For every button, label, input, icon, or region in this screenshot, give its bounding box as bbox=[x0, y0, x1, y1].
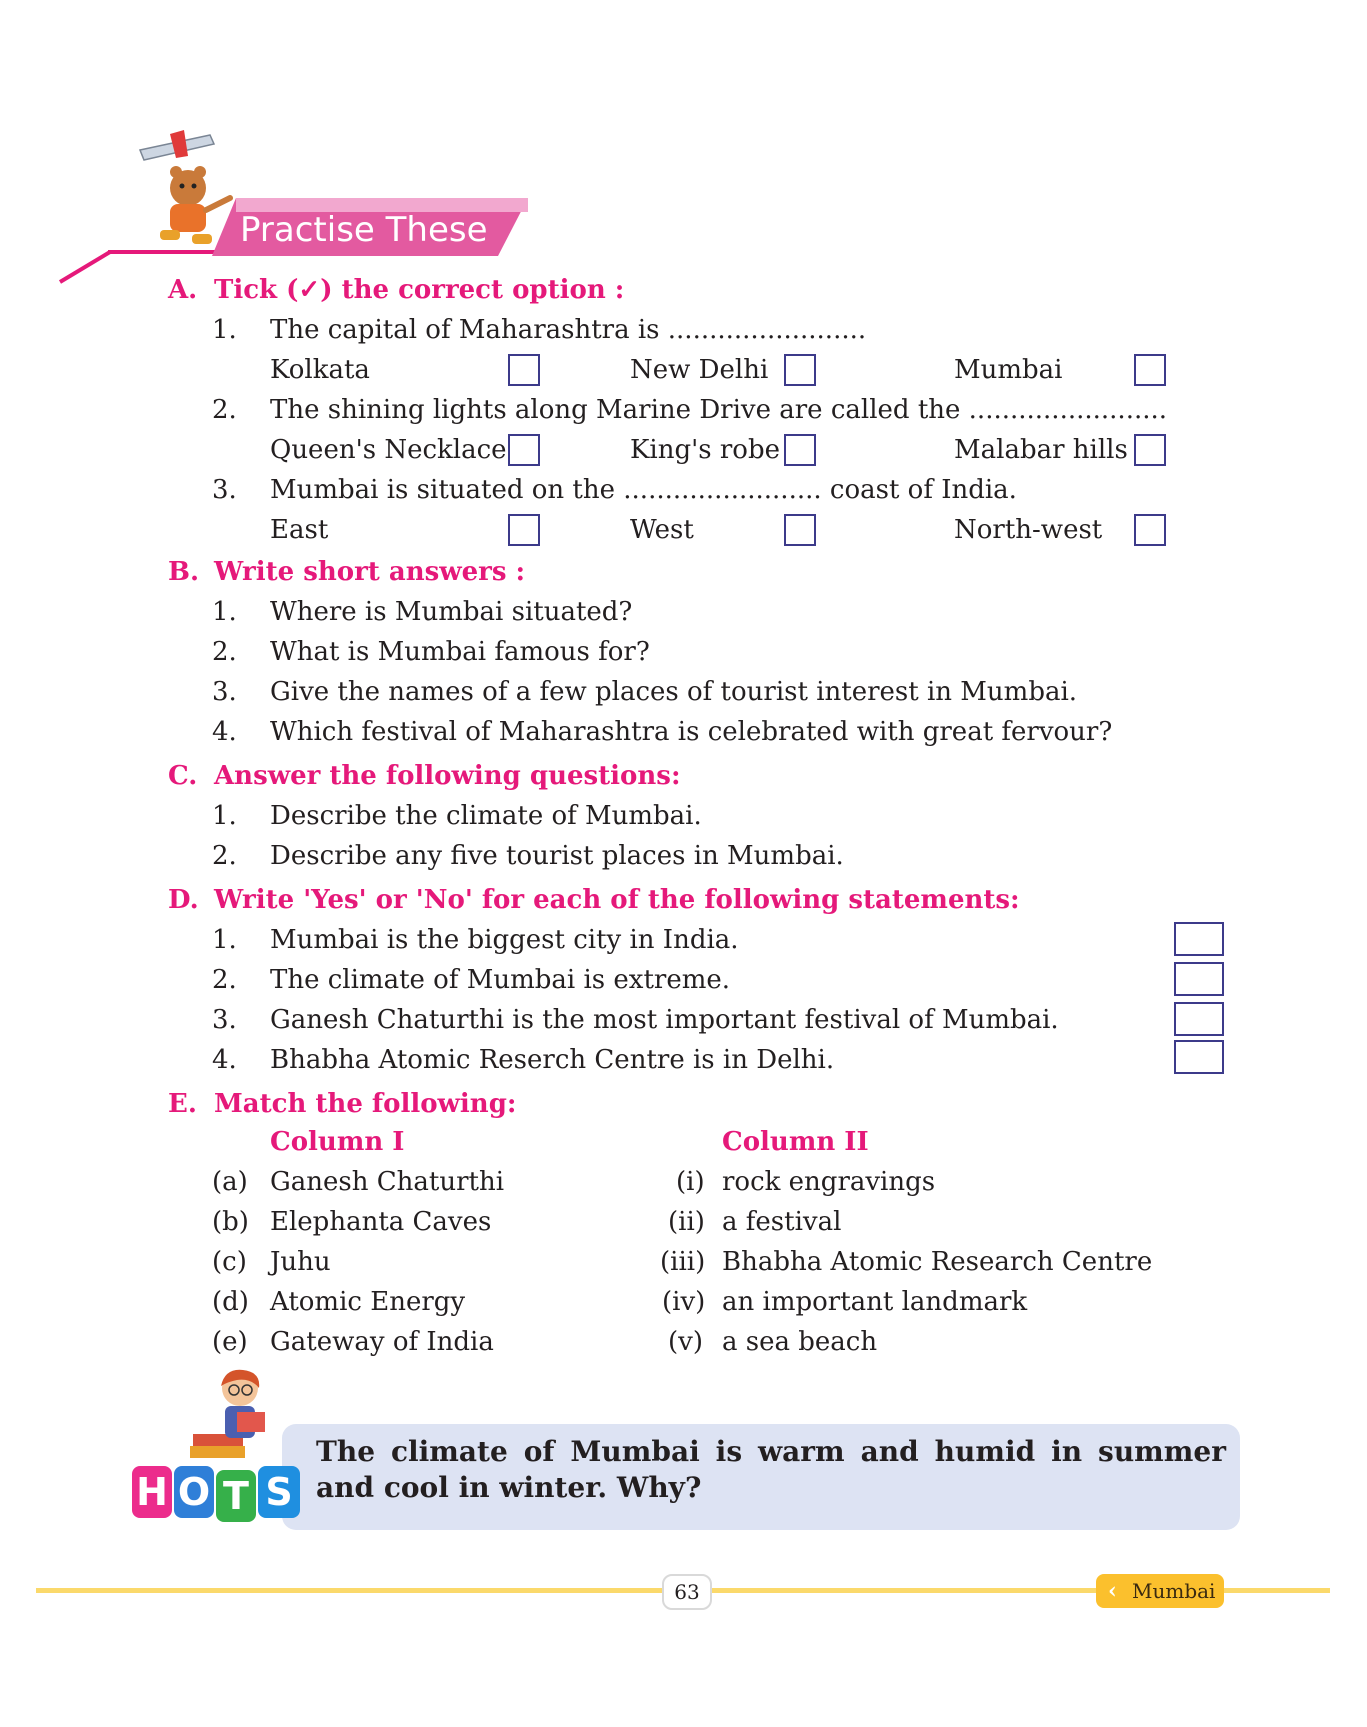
match-label: (c) bbox=[212, 1247, 247, 1277]
option-checkbox[interactable] bbox=[508, 354, 540, 386]
short-answer-question: Where is Mumbai situated? bbox=[270, 597, 633, 627]
match-definition: an important landmark bbox=[722, 1287, 1028, 1317]
statement-text: Ganesh Chaturthi is the most important festival of Mumbai. bbox=[270, 1005, 1059, 1035]
yes-no-answer-box[interactable] bbox=[1174, 1040, 1224, 1074]
option-west: West bbox=[630, 515, 694, 545]
chapter-tag[interactable] bbox=[1096, 1574, 1224, 1608]
item-number: 4. bbox=[212, 717, 237, 747]
match-label: (iii) bbox=[660, 1247, 706, 1277]
statement-text: Mumbai is the biggest city in India. bbox=[270, 925, 739, 955]
hots-letter: O bbox=[174, 1466, 214, 1518]
question-text: The shining lights along Marine Drive are called the ........................ bbox=[270, 395, 1168, 425]
short-answer-question: Which festival of Maharashtra is celebrated with great fervour? bbox=[270, 717, 1113, 747]
option-checkbox[interactable] bbox=[1134, 434, 1166, 466]
option-mumbai: Mumbai bbox=[954, 355, 1063, 385]
match-definition: rock engravings bbox=[722, 1167, 936, 1197]
match-term: Juhu bbox=[270, 1247, 331, 1277]
option-checkbox[interactable] bbox=[508, 434, 540, 466]
hots-letter: T bbox=[216, 1470, 256, 1522]
option-checkbox[interactable] bbox=[508, 514, 540, 546]
item-number: 1. bbox=[212, 801, 237, 831]
match-label: (d) bbox=[212, 1287, 249, 1317]
match-label: (v) bbox=[668, 1327, 703, 1357]
section-a-letter: A. bbox=[168, 275, 198, 305]
match-term: Atomic Energy bbox=[270, 1287, 466, 1317]
item-number: 3. bbox=[212, 1005, 237, 1035]
hots-letter: S bbox=[258, 1466, 300, 1518]
hots-letter: H bbox=[132, 1466, 172, 1518]
option-kings-robe: King's robe bbox=[630, 435, 780, 465]
match-term: Gateway of India bbox=[270, 1327, 494, 1357]
hots-badge bbox=[132, 1466, 304, 1522]
long-answer-question: Describe any five tourist places in Mumbai. bbox=[270, 841, 844, 871]
section-e-heading bbox=[168, 1084, 517, 1124]
footer-rule-right bbox=[710, 1588, 1330, 1593]
question-text: Mumbai is situated on the ........................ coast of India. bbox=[270, 475, 1017, 505]
section-d-letter: D. bbox=[168, 885, 199, 915]
statement-text: The climate of Mumbai is extreme. bbox=[270, 965, 731, 995]
section-d-title: Write 'Yes' or 'No' for each of the following statements: bbox=[214, 885, 1020, 915]
short-answer-question: Give the names of a few places of tourist interest in Mumbai. bbox=[270, 677, 1078, 707]
yes-no-answer-box[interactable] bbox=[1174, 922, 1224, 956]
reading-boy-illustration bbox=[185, 1366, 285, 1476]
match-label: (iv) bbox=[662, 1287, 706, 1317]
option-queens-necklace: Queen's Necklace bbox=[270, 435, 507, 465]
section-b-heading bbox=[168, 552, 525, 592]
section-b-letter: B. bbox=[168, 557, 200, 587]
question-number: 2. bbox=[212, 395, 237, 425]
item-number: 4. bbox=[212, 1045, 237, 1075]
match-term: Ganesh Chaturthi bbox=[270, 1167, 505, 1197]
option-new-delhi: New Delhi bbox=[630, 355, 769, 385]
option-checkbox[interactable] bbox=[1134, 354, 1166, 386]
section-d-heading bbox=[168, 880, 1020, 920]
item-number: 2. bbox=[212, 637, 237, 667]
question-text: The capital of Maharashtra is ........................ bbox=[270, 315, 867, 345]
yes-no-answer-box[interactable] bbox=[1174, 962, 1224, 996]
match-label: (i) bbox=[676, 1167, 705, 1197]
section-e-letter: E. bbox=[168, 1089, 197, 1119]
question-number: 3. bbox=[212, 475, 237, 505]
section-c-letter: C. bbox=[168, 761, 198, 791]
footer-rule-left bbox=[36, 1588, 662, 1593]
item-number: 3. bbox=[212, 677, 237, 707]
match-label: (a) bbox=[212, 1167, 248, 1197]
match-label: (e) bbox=[212, 1327, 248, 1357]
yes-no-answer-box[interactable] bbox=[1174, 1002, 1224, 1036]
option-checkbox[interactable] bbox=[784, 514, 816, 546]
match-term: Elephanta Caves bbox=[270, 1207, 492, 1237]
hots-question: The climate of Mumbai is warm and humid in summer and cool in winter. Why? bbox=[316, 1435, 1226, 1504]
column-2-header: Column II bbox=[722, 1127, 869, 1157]
item-number: 2. bbox=[212, 965, 237, 995]
item-number: 2. bbox=[212, 841, 237, 871]
chapter-tag-label: Mumbai bbox=[1132, 1579, 1216, 1603]
match-label: (ii) bbox=[668, 1207, 705, 1237]
bear-airplane-illustration bbox=[130, 130, 240, 255]
section-e-title: Match the following: bbox=[214, 1089, 517, 1119]
item-number: 1. bbox=[212, 597, 237, 627]
question-number: 1. bbox=[212, 315, 237, 345]
match-definition: Bhabha Atomic Research Centre bbox=[722, 1247, 1153, 1277]
match-definition: a sea beach bbox=[722, 1327, 878, 1357]
section-c-heading bbox=[168, 756, 681, 796]
item-number: 1. bbox=[212, 925, 237, 955]
option-malabar-hills: Malabar hills bbox=[954, 435, 1128, 465]
option-kolkata: Kolkata bbox=[270, 355, 370, 385]
option-east: East bbox=[270, 515, 329, 545]
long-answer-question: Describe the climate of Mumbai. bbox=[270, 801, 702, 831]
column-1-header: Column I bbox=[270, 1127, 405, 1157]
banner-title: Practise These bbox=[240, 210, 488, 250]
option-north-west: North-west bbox=[954, 515, 1103, 545]
section-c-title: Answer the following questions: bbox=[214, 761, 681, 791]
short-answer-question: What is Mumbai famous for? bbox=[270, 637, 650, 667]
section-a-heading bbox=[168, 270, 624, 310]
page-number: 63 bbox=[662, 1574, 712, 1610]
match-definition: a festival bbox=[722, 1207, 842, 1237]
option-checkbox[interactable] bbox=[784, 434, 816, 466]
option-checkbox[interactable] bbox=[784, 354, 816, 386]
option-checkbox[interactable] bbox=[1134, 514, 1166, 546]
section-a-title: Tick (✓) the correct option : bbox=[214, 275, 625, 305]
statement-text: Bhabha Atomic Reserch Centre is in Delhi. bbox=[270, 1045, 835, 1075]
chevron-left-icon: ‹ bbox=[1108, 1578, 1117, 1604]
section-b-title: Write short answers : bbox=[214, 557, 526, 587]
match-label: (b) bbox=[212, 1207, 249, 1237]
